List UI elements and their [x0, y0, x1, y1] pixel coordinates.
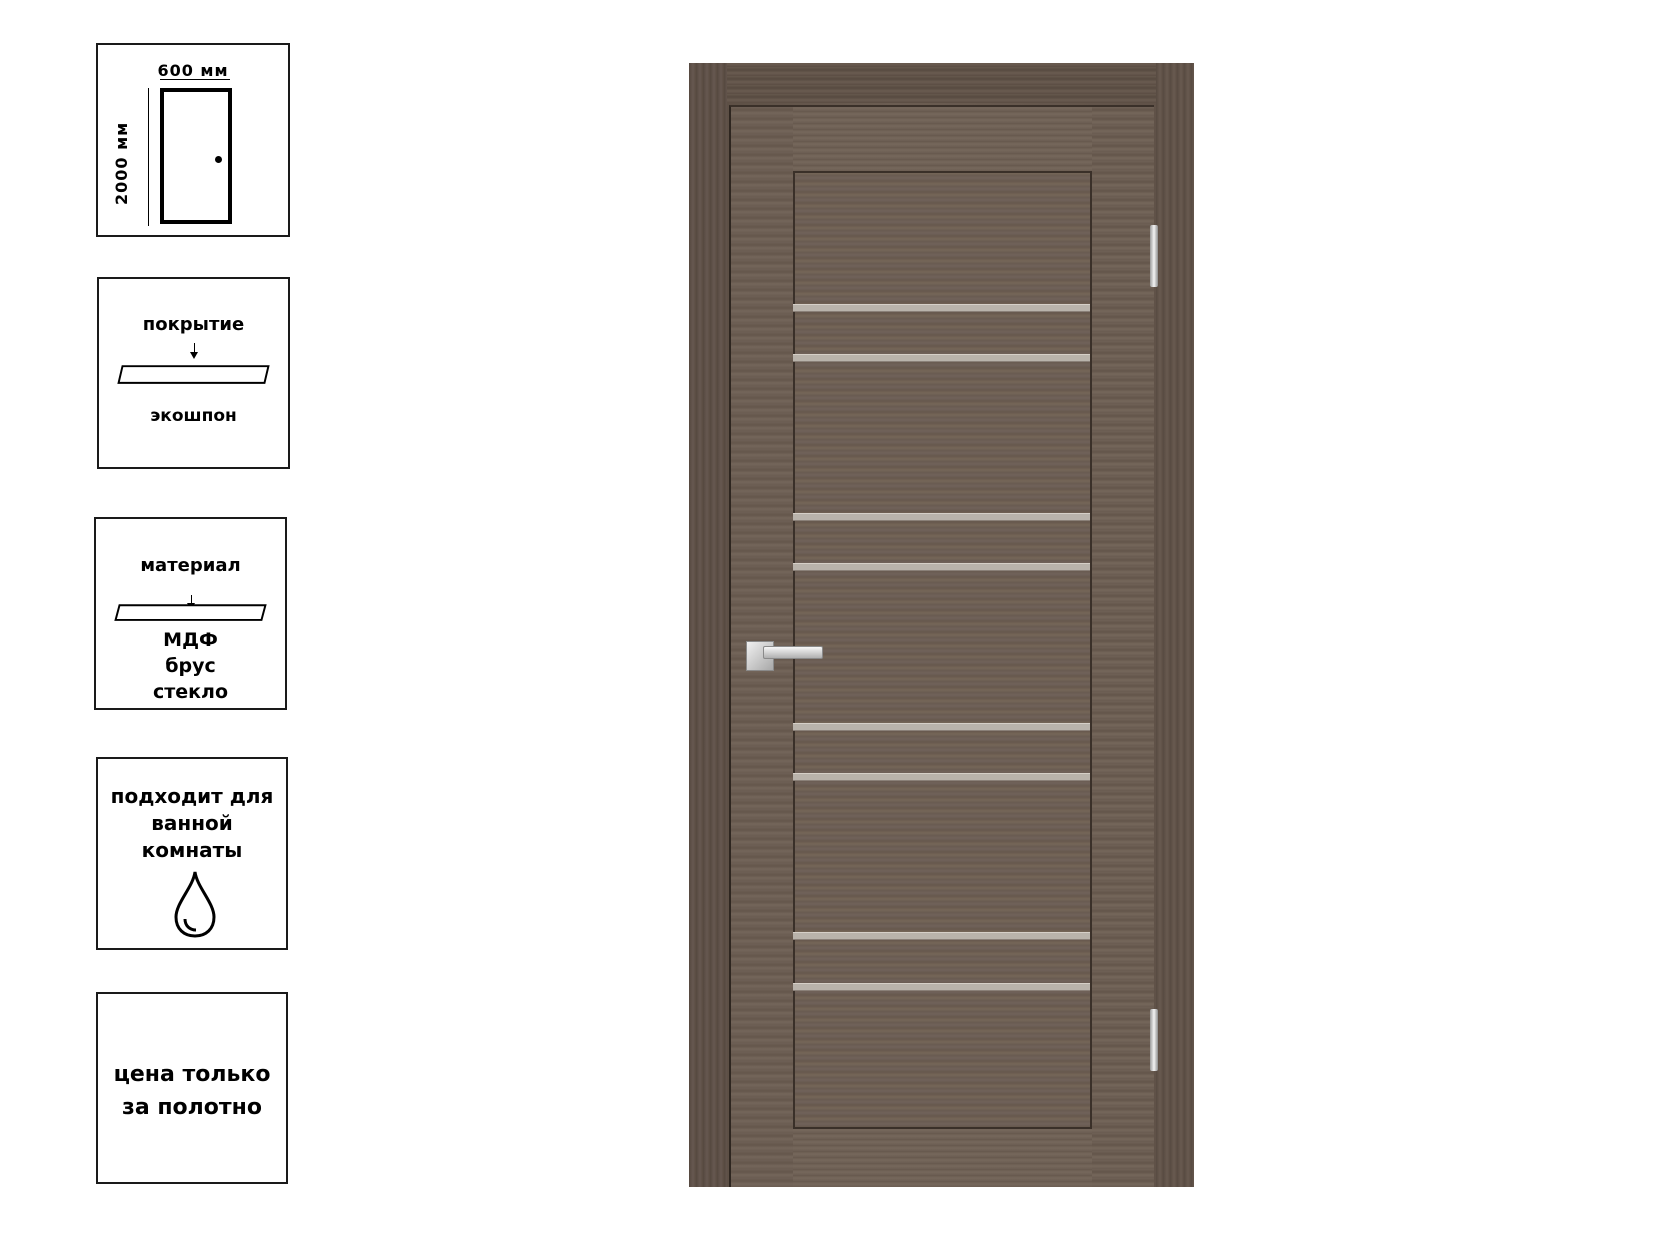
glass-strip: [793, 983, 1090, 991]
glass-strip: [793, 932, 1090, 940]
bathroom-card: [96, 757, 288, 950]
material-card: [94, 517, 287, 710]
hinge-top: [1150, 225, 1158, 287]
door-frame-right: [1156, 63, 1194, 1187]
coating-value: экошпон: [150, 406, 237, 426]
width-label: 600 мм: [157, 61, 229, 80]
price-note-line-1: цена только: [113, 1062, 271, 1087]
hinge-bottom: [1150, 1009, 1158, 1071]
material-values: [96, 627, 285, 705]
glass-strip: [793, 354, 1090, 362]
water-drop-icon: [172, 869, 218, 939]
coating-card: [97, 277, 290, 469]
material-value-glass: стекло: [152, 681, 229, 703]
door-rail-bottom: [793, 1127, 1092, 1187]
height-dimension-line: [148, 88, 149, 226]
door-dimensions-icon: [160, 88, 232, 224]
size-card: [96, 43, 290, 237]
material-value-mdf: МДФ: [163, 629, 218, 651]
door-stile-right: [1090, 107, 1154, 1187]
material-title: материал: [140, 555, 241, 576]
glass-strip: [793, 723, 1090, 731]
bathroom-line-1: подходит для: [110, 784, 274, 808]
door-handle-icon: [763, 646, 823, 659]
price-note-line-2: за полотно: [122, 1095, 262, 1120]
height-label: 2000 мм: [112, 121, 131, 205]
glass-strip: [793, 304, 1090, 312]
bathroom-text: [98, 783, 286, 864]
glass-strip: [793, 513, 1090, 521]
coating-title: покрытие: [142, 314, 245, 335]
door-knob-icon: [215, 156, 222, 163]
door-frame-left: [689, 63, 727, 1187]
price-note-text: [98, 1058, 286, 1124]
layer-plate-icon: [99, 361, 288, 391]
bathroom-line-2: ванной: [151, 811, 233, 835]
width-dimension-line: [160, 79, 230, 80]
glass-strip: [793, 563, 1090, 571]
arrow-down-icon: [194, 343, 195, 357]
door-image: [689, 63, 1194, 1187]
door-frame-top: [689, 63, 1194, 103]
material-value-beam: брус: [165, 655, 216, 677]
door-rail-top: [793, 107, 1092, 173]
price-note-card: [96, 992, 288, 1184]
bathroom-line-3: комнаты: [141, 838, 243, 862]
glass-strip: [793, 773, 1090, 781]
